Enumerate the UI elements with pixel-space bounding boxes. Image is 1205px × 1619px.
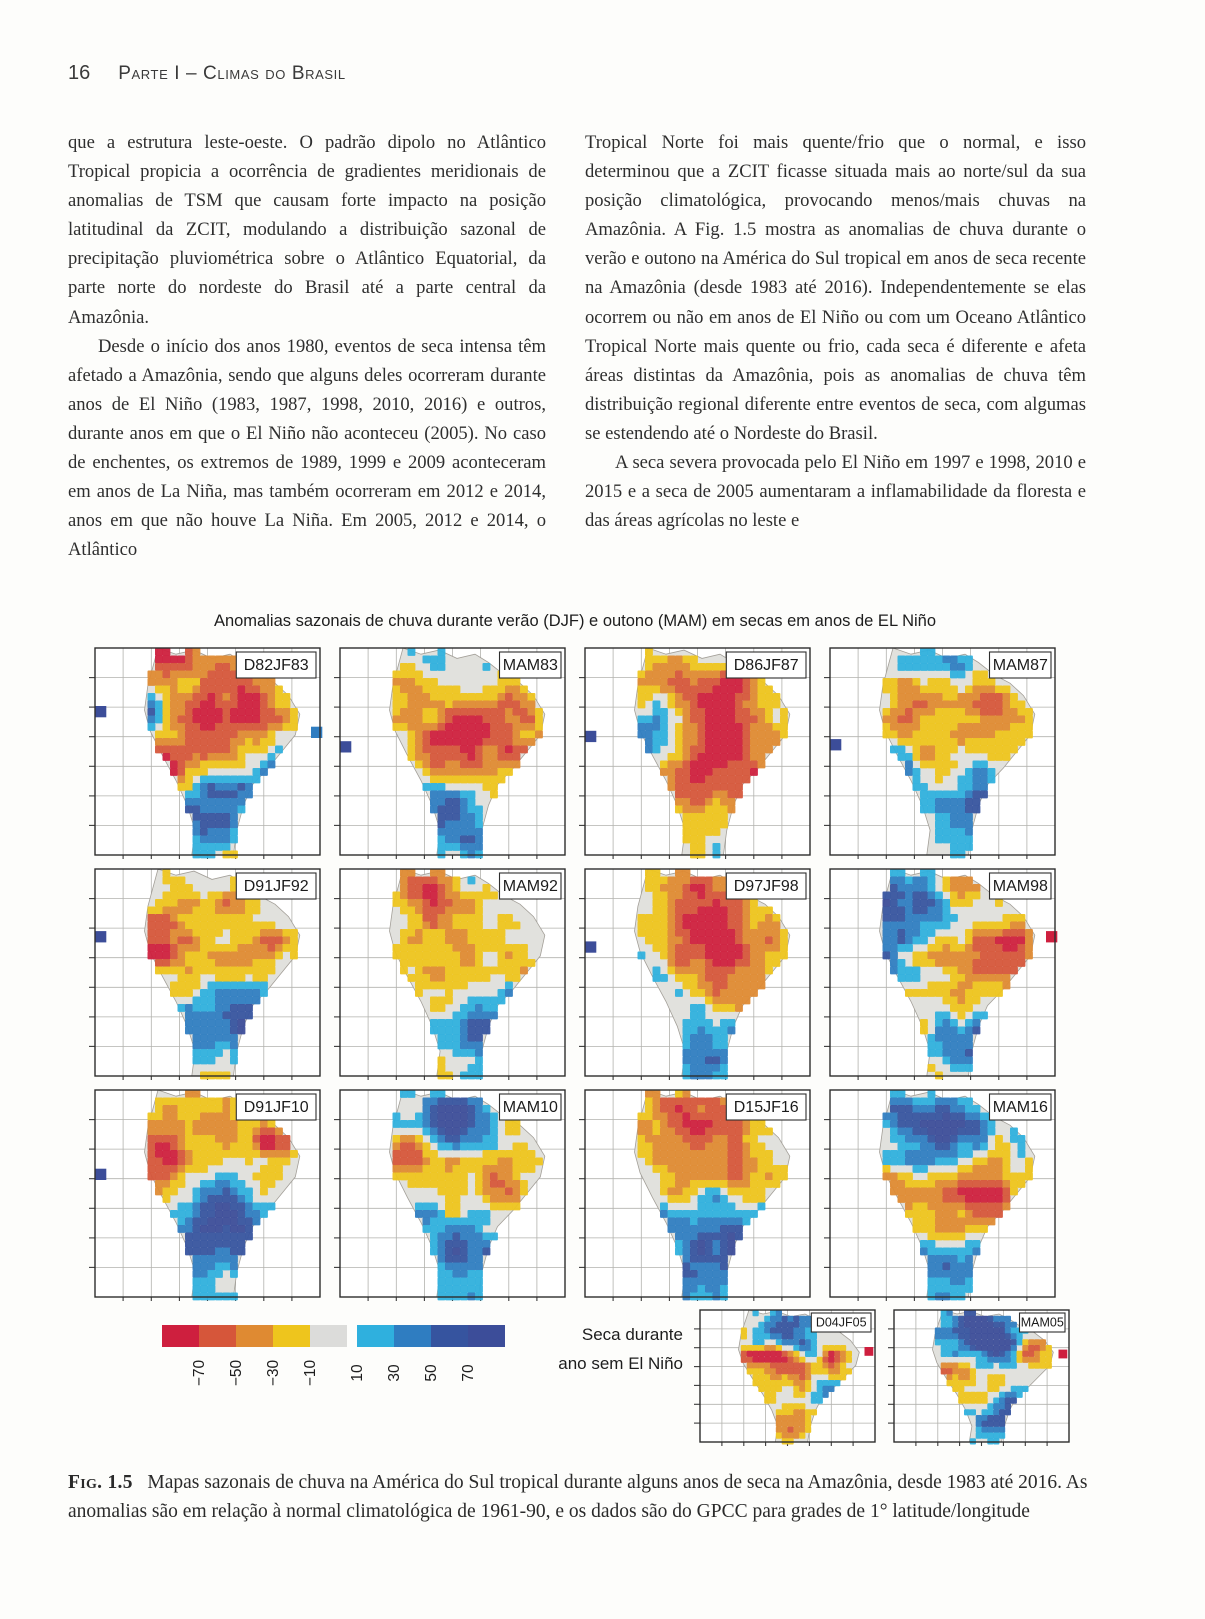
- svg-text:D15JF16: D15JF16: [733, 1099, 799, 1116]
- legend-color-segment: [199, 1325, 236, 1347]
- figure-map-grid: [95, 648, 1100, 1448]
- side-note: [543, 1320, 683, 1378]
- map-panel-MAM98: [821, 866, 1060, 1088]
- map-panel-D04JF05: [691, 1307, 880, 1454]
- side-note-line: ano sem El Niño: [558, 1354, 683, 1373]
- page-header: [68, 62, 346, 85]
- running-header-title: Parte I – Climas do Brasil: [118, 63, 346, 84]
- paragraph: Tropical Norte foi mais quente/frio que o normal, e isso determinou que a ZCIT ficasse situada mais ao norte/sul da sua posição climatológica, provocando menos/mais chuvas na Amazônia. A Fig. 1.5 mostra as anomalias de chuva durante o verão e outono na América do Sul tropical em anos de seca recente na Amazônia (desde 1983 até 2016). Independentemente se elas ocorrem ou não em anos de El Niño ou com um Oceano Atlântico Tropical Norte mais quente ou frio, cada seca é diferente e afeta áreas distintas da Amazônia, pois as anomalias de chuva têm distribuição regional diferente entre eventos de seca, com algumas se estendendo até o Nordeste do Brasil.: [585, 132, 1086, 444]
- legend-gap: [347, 1325, 357, 1347]
- svg-text:MAM83: MAM83: [502, 657, 558, 674]
- map-panel-MAM10: [331, 1087, 570, 1309]
- legend-color-segment: [468, 1325, 505, 1347]
- legend-color-segment: [357, 1325, 394, 1347]
- svg-text:D04JF05: D04JF05: [815, 1315, 867, 1330]
- map-panel-MAM87: [821, 645, 1060, 867]
- map-panel-D15JF16: [576, 1087, 815, 1309]
- figure-caption-text: Mapas sazonais de chuva na América do Sul tropical durante alguns anos de seca na Amazônia, desde 1983 até 2016. As anomalias são em relação à normal climatológica de 1961-90, e os dados são do GPCC para grades de 1° latitude/longitude: [68, 1472, 1088, 1522]
- map-panel-D97JF98: [576, 866, 815, 1088]
- map-panel-D86JF87: [576, 645, 815, 867]
- paragraph: que a estrutura leste-oeste. O padrão dipolo no Atlântico Tropical propicia a ocorrência de gradientes meridionais de anomalias de TSM que causam forte impacto na posição latitudinal da ZCIT, modulando a distribuição sazonal de precipitação pluviométrica sobre o Atlântico Equatorial, da parte norte do nordeste do Brasil até a parte central da Amazônia.: [68, 132, 546, 328]
- paragraph: A seca severa provocada pelo El Niño em 1997 e 1998, 2010 e 2015 e a seca de 2005 aumentaram a inflamabilidade da floresta e das áreas agrícolas no leste e: [585, 452, 1086, 532]
- legend-color-segment: [236, 1325, 273, 1347]
- legend-color-segment: [431, 1325, 468, 1347]
- figure-caption-label: Fig. 1.5: [68, 1472, 133, 1493]
- legend-tick-label: 10: [349, 1364, 366, 1382]
- figure-caption: [68, 1468, 1108, 1526]
- svg-text:D91JF10: D91JF10: [243, 1099, 309, 1116]
- paragraph: Desde o início dos anos 1980, eventos de seca intensa têm afetado a Amazônia, sendo que alguns deles ocorreram durante anos de El Niño (1983, 1987, 1998, 2010, 2016) e outros, durante anos em que o El Niño não aconteceu (2005). No caso de enchentes, os extremos de 1989, 1999 e 2009 aconteceram em anos de La Niña, mas também ocorreram em 2012 e 2014, anos em que não houve La Niña. Em 2005, 2012 e 2014, o Atlântico: [68, 335, 546, 561]
- map-panel-MAM16: [821, 1087, 1060, 1309]
- map-panel-D91JF92: [86, 866, 325, 1088]
- svg-text:D91JF92: D91JF92: [243, 878, 309, 895]
- legend-color-segment: [162, 1325, 199, 1347]
- map-panel-MAM92: [331, 866, 570, 1088]
- side-note-line: Seca durante: [581, 1325, 683, 1344]
- body-column-left: [68, 128, 546, 564]
- svg-text:MAM16: MAM16: [992, 1099, 1048, 1116]
- legend-tick-label: −70: [191, 1359, 208, 1387]
- legend-tick-label: 70: [460, 1364, 477, 1382]
- map-panel-MAM05: [885, 1307, 1074, 1454]
- page-number: 16: [68, 62, 91, 84]
- svg-text:MAM92: MAM92: [502, 878, 558, 895]
- legend-tick-label: 30: [386, 1364, 403, 1382]
- svg-text:D82JF83: D82JF83: [243, 657, 309, 674]
- color-scale-legend: [162, 1325, 505, 1405]
- legend-color-segment: [310, 1325, 347, 1347]
- body-column-right: [585, 128, 1086, 535]
- legend-tick-label: 50: [423, 1364, 440, 1382]
- legend-tick-label: −30: [265, 1359, 282, 1387]
- map-panel-D82JF83: [86, 645, 325, 867]
- svg-text:MAM87: MAM87: [992, 657, 1048, 674]
- svg-text:MAM98: MAM98: [992, 878, 1048, 895]
- svg-text:D97JF98: D97JF98: [733, 878, 799, 895]
- legend-tick-label: −50: [228, 1359, 245, 1387]
- legend-color-bar: [162, 1325, 505, 1347]
- svg-text:D86JF87: D86JF87: [733, 657, 799, 674]
- legend-color-segment: [273, 1325, 310, 1347]
- map-panel-D91JF10: [86, 1087, 325, 1309]
- svg-text:MAM10: MAM10: [502, 1099, 558, 1116]
- legend-tick-label: −10: [302, 1359, 319, 1387]
- figure-title: Anomalias sazonais de chuva durante verão (DJF) e outono (MAM) em secas em anos de EL Niño: [213, 612, 937, 630]
- legend-color-segment: [394, 1325, 431, 1347]
- map-panel-MAM83: [331, 645, 570, 867]
- svg-text:MAM05: MAM05: [1020, 1315, 1064, 1330]
